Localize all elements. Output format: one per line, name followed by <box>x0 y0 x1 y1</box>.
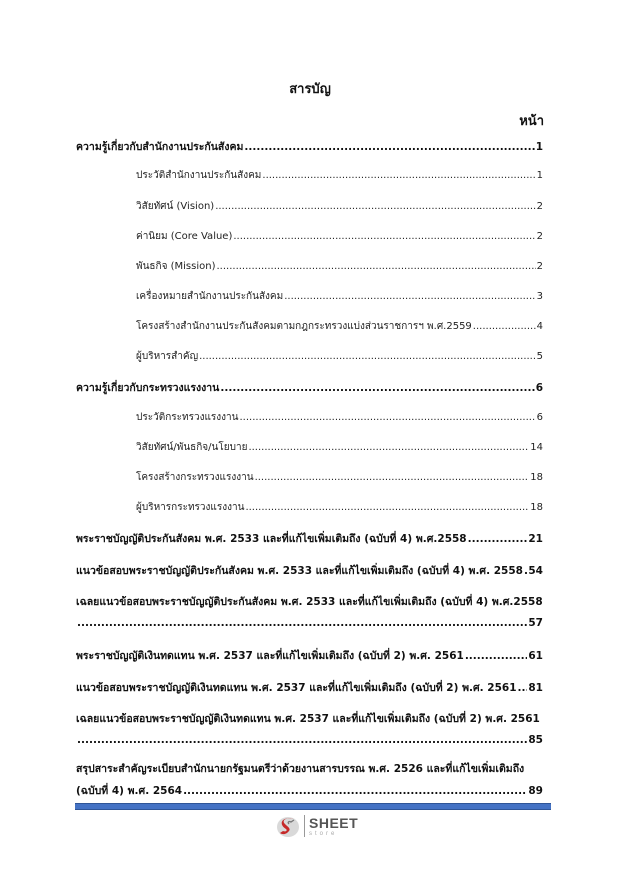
dot-leader <box>255 469 530 487</box>
toc-entry[interactable] <box>136 198 543 216</box>
toc-entry-text[interactable]: เฉลยแนวข้อสอบพระราชบัญญัติเงินทดแทน พ.ศ. 2537 และที่แก้ไขเพิ่มเติมถึง (ฉบับที่ 2) พ.ศ. 2561 <box>76 713 540 725</box>
toc-entry-text: วิสัยทัศน์ (Vision) <box>136 201 215 212</box>
toc-entry[interactable] <box>136 439 543 457</box>
dot-leader <box>183 782 527 800</box>
toc-entry-page: 2 <box>536 201 543 212</box>
dot-leader <box>215 198 535 216</box>
toc-entry-text-line2: (ฉบับที่ 4) พ.ศ. 2564 <box>76 785 183 797</box>
dot-leader <box>518 679 528 697</box>
sheet-store-s-logo-icon <box>276 814 300 838</box>
toc-entry-text[interactable]: เฉลยแนวข้อสอบพระราชบัญญัติประกันสังคม พ.ศ. 2533 และที่แก้ไขเพิ่มเติมถึง (ฉบับที่ 4) พ.ศ.2558 <box>76 596 543 608</box>
toc-entry-text: ความรู้เกี่ยวกับสำนักงานประกันสังคม <box>76 141 244 153</box>
dot-leader <box>284 288 535 306</box>
toc-entry-page: 18 <box>530 502 543 513</box>
dot-leader <box>240 409 536 427</box>
toc-entry-page: 61 <box>528 650 543 662</box>
toc-entry-text: ความรู้เกี่ยวกับกระทรวงแรงงาน <box>76 382 220 394</box>
logo-wordmark <box>309 816 358 837</box>
toc-entry-text: ค่านิยม (Core Value) <box>136 231 233 242</box>
toc-entry-page: 81 <box>528 682 543 694</box>
toc-entry-page: 54 <box>528 565 543 577</box>
dot-leader <box>524 562 527 580</box>
toc-entry-page: 1 <box>535 141 543 153</box>
toc-entry-text: แนวข้อสอบพระราชบัญญัติประกันสังคม พ.ศ. 2533 และที่แก้ไขเพิ่มเติมถึง (ฉบับที่ 4) พ.ศ. 2558 <box>76 565 523 577</box>
toc-entry[interactable] <box>136 499 543 517</box>
dot-leader <box>473 318 536 336</box>
toc-entry-continuation[interactable] <box>76 614 543 632</box>
sheet-store-logo <box>276 814 358 838</box>
toc-entry-text: ประวัติสำนักงานประกันสังคม <box>136 170 262 181</box>
toc-entry[interactable] <box>136 469 543 487</box>
dot-leader <box>77 731 527 749</box>
toc-entry-page: 85 <box>528 734 543 746</box>
dot-leader <box>217 258 536 276</box>
dot-leader <box>262 167 535 185</box>
dot-leader <box>248 439 529 457</box>
toc-entry-page: 5 <box>536 351 543 362</box>
toc-entry-page: 4 <box>536 321 543 332</box>
dot-leader <box>468 530 528 548</box>
toc-entry[interactable] <box>136 409 543 427</box>
logo-name: SHEET <box>309 814 359 831</box>
toc-entry[interactable] <box>136 167 543 185</box>
toc-entry-page: 6 <box>536 412 543 423</box>
toc-title: สารบัญ <box>289 82 331 97</box>
toc-entry[interactable] <box>136 348 543 366</box>
toc-entry-text: พระราชบัญญัติประกันสังคม พ.ศ. 2533 และที่แก้ไขเพิ่มเติมถึง (ฉบับที่ 4) พ.ศ.2558 <box>76 533 467 545</box>
toc-entry[interactable] <box>136 288 543 306</box>
toc-entry-page: 21 <box>528 533 543 545</box>
toc-entry-text: พระราชบัญญัติเงินทดแทน พ.ศ. 2537 และที่แก้ไขเพิ่มเติมถึง (ฉบับที่ 2) พ.ศ. 2561 <box>76 650 464 662</box>
toc-entry-continuation[interactable] <box>76 731 543 749</box>
toc-entry[interactable] <box>76 379 543 397</box>
toc-entry-text: วิสัยทัศน์/พันธกิจ/นโยบาย <box>136 442 248 453</box>
toc-entry[interactable] <box>76 679 543 697</box>
toc-entry-text: แนวข้อสอบพระราชบัญญัติเงินทดแทน พ.ศ. 2537 และที่แก้ไขเพิ่มเติมถึง (ฉบับที่ 2) พ.ศ. 2561 <box>76 682 517 694</box>
dot-leader <box>233 228 535 246</box>
toc-entry-page: 3 <box>536 291 543 302</box>
dot-leader <box>199 348 536 366</box>
dot-leader <box>245 499 529 517</box>
page-column-label: หน้า <box>519 114 544 129</box>
footer-divider-bar <box>75 803 551 810</box>
logo-divider <box>304 815 305 837</box>
toc-entry[interactable] <box>76 647 543 665</box>
dot-leader <box>220 379 534 397</box>
toc-entry-text: พันธกิจ (Mission) <box>136 261 216 272</box>
toc-entry[interactable] <box>76 138 543 156</box>
logo-subtitle: store <box>309 830 338 837</box>
toc-entry-page: 1 <box>536 170 543 181</box>
toc-entry-page: 57 <box>528 617 543 629</box>
toc-entry-page: 18 <box>530 472 543 483</box>
toc-entry-text: โครงสร้างสำนักงานประกันสังคมตามกฎกระทรวงแบ่งส่วนราชการฯ พ.ศ.2559 <box>136 321 472 332</box>
toc-entry[interactable] <box>76 530 543 548</box>
dot-leader <box>465 647 528 665</box>
toc-entry[interactable] <box>136 228 543 246</box>
toc-entry-text: ผู้บริหารกระทรวงแรงงาน <box>136 502 245 513</box>
toc-entry-text: เครื่องหมายสำนักงานประกันสังคม <box>136 291 284 302</box>
dot-leader <box>77 614 527 632</box>
toc-entry[interactable] <box>76 562 543 580</box>
toc-entry-text: ประวัติกระทรวงแรงงาน <box>136 412 239 423</box>
toc-entry-text[interactable]: สรุปสาระสำคัญระเบียบสำนักนายกรัฐมนตรีว่าด้วยงานสารบรรณ พ.ศ. 2526 และที่แก้ไขเพิ่มเติมถึง <box>76 763 525 775</box>
toc-entry-page: 2 <box>536 261 543 272</box>
toc-entry[interactable] <box>136 258 543 276</box>
toc-entry[interactable] <box>136 318 543 336</box>
toc-entry-text: ผู้บริหารสำคัญ <box>136 351 199 362</box>
toc-entry-page: 89 <box>528 785 543 797</box>
toc-entry-page: 2 <box>536 231 543 242</box>
toc-entry-text: โครงสร้างกระทรวงแรงงาน <box>136 472 254 483</box>
toc-entry-page: 14 <box>530 442 543 453</box>
toc-entry-page: 6 <box>535 382 543 394</box>
dot-leader <box>244 138 534 156</box>
toc-entry-continuation[interactable] <box>76 782 543 800</box>
